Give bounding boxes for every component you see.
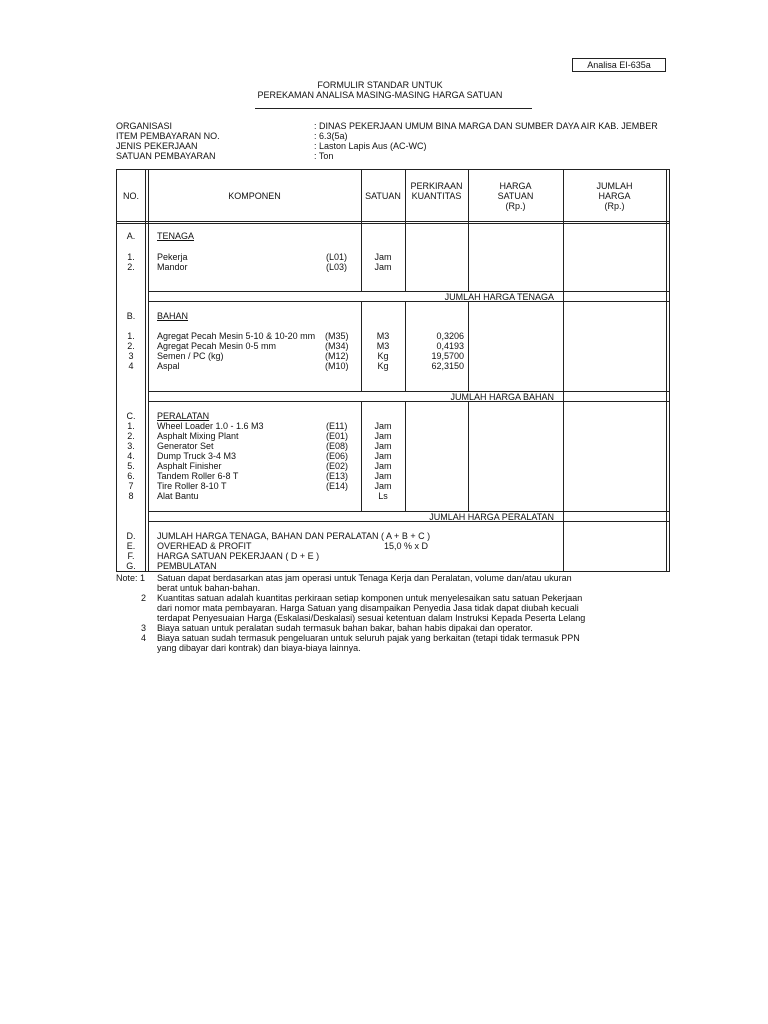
table-row-no: 3 bbox=[128, 351, 134, 361]
table-row-unit: Jam bbox=[374, 461, 392, 471]
form-title-line2: PEREKAMAN ANALISA MASING-MASING HARGA SATUAN bbox=[257, 90, 503, 100]
table-row-no: 1. bbox=[127, 252, 135, 262]
table-row-no: 5. bbox=[127, 461, 135, 471]
tenaga-total-label: JUMLAH HARGA TENAGA bbox=[444, 292, 554, 302]
header-harga-2: SATUAN bbox=[497, 191, 534, 201]
table-row-code: (M12) bbox=[325, 351, 349, 361]
table-row-unit: Jam bbox=[374, 441, 392, 451]
section-b-no: B. bbox=[126, 311, 136, 321]
header-bottom-border bbox=[116, 221, 670, 222]
col-komponen-right-a bbox=[361, 169, 362, 291]
section-a-no: A. bbox=[126, 231, 136, 241]
summary-e-no: E. bbox=[126, 541, 136, 551]
table-row-unit: Jam bbox=[374, 421, 392, 431]
table-row-unit: Kg bbox=[377, 351, 389, 361]
table-row-qty: 0,3206 bbox=[436, 331, 464, 341]
header-harga-1: HARGA bbox=[499, 181, 532, 191]
peralatan-total-label: JUMLAH HARGA PERALATAN bbox=[429, 512, 554, 522]
table-row-name: Asphalt Finisher bbox=[157, 461, 222, 471]
table-row-name: Semen / PC (kg) bbox=[157, 351, 224, 361]
info-value-organisasi: : DINAS PEKERJAAN UMUM BINA MARGA DAN SUMBER DAYA AIR KAB. JEMBER bbox=[314, 121, 658, 131]
table-row-unit: Jam bbox=[374, 262, 392, 272]
info-label-jenis: JENIS PEKERJAAN bbox=[116, 141, 198, 151]
notes-label: Note: 1 bbox=[116, 573, 146, 583]
header-jumlah-2: HARGA bbox=[598, 191, 631, 201]
info-value-jenis: : Laston Lapis Aus (AC-WC) bbox=[314, 141, 427, 151]
table-row-code: (L03) bbox=[326, 262, 348, 272]
table-row-code: (E06) bbox=[326, 451, 349, 461]
note-line: Biaya satuan sudah termasuk pengeluaran untuk seluruh pajak yang berkaitan (tetapi tidak termasuk PPN bbox=[157, 633, 580, 643]
table-row-unit: Jam bbox=[374, 431, 392, 441]
table-row-name: Aspal bbox=[157, 361, 180, 371]
summary-f-no: F. bbox=[127, 551, 135, 561]
summary-e-label: OVERHEAD & PROFIT bbox=[157, 541, 252, 551]
table-row-unit: Kg bbox=[377, 361, 389, 371]
section-b-title: BAHAN bbox=[157, 311, 189, 321]
table-row-qty: 0,4193 bbox=[436, 341, 464, 351]
table-row-no: 4. bbox=[127, 451, 135, 461]
table-row-name: Mandor bbox=[157, 262, 188, 272]
info-value-satuan: : Ton bbox=[314, 151, 334, 161]
table-row-no: 8 bbox=[128, 491, 134, 501]
table-row-no: 2. bbox=[127, 431, 135, 441]
col-perkiraan-right-b bbox=[468, 301, 469, 391]
section-c-title: PERALATAN bbox=[157, 411, 210, 421]
table-right-border bbox=[669, 169, 670, 572]
table-row-code: (M34) bbox=[325, 341, 349, 351]
note-line: dari nomor mata pembayaran. Harga Satuan yang disampaikan Penyedia Jasa tidak dapat diubah kecuali bbox=[157, 603, 579, 613]
header-harga-3: (Rp.) bbox=[505, 201, 526, 211]
table-row-no: 7 bbox=[128, 481, 134, 491]
title-underline bbox=[255, 108, 532, 109]
table-top-border bbox=[116, 169, 670, 170]
note-line: terdapat Penyesuaian Harga (Eskalasi/Deskalasi) sesuai ketentuan dalam Instruksi Kepada Peserta Lelang bbox=[157, 613, 586, 623]
table-row-name: Agregat Pecah Mesin 5-10 & 10-20 mm bbox=[157, 331, 315, 341]
table-row-name: Tandem Roller 6-8 T bbox=[157, 471, 239, 481]
analisa-code-box: Analisa EI-635a bbox=[572, 58, 666, 72]
header-perkiraan-1: PERKIRAAN bbox=[410, 181, 463, 191]
bahan-total-label: JUMLAH HARGA BAHAN bbox=[450, 392, 554, 402]
table-row-unit: Jam bbox=[374, 481, 392, 491]
table-row-no: 2. bbox=[127, 341, 135, 351]
table-row-name: Asphalt Mixing Plant bbox=[157, 431, 239, 441]
summary-g-label: PEMBULATAN bbox=[157, 561, 217, 571]
table-row-qty: 62,3150 bbox=[431, 361, 464, 371]
note-line: Kuantitas satuan adalah kuantitas perkiraan setiap komponen untuk menyelesaikan satu satuan Pekerjaan bbox=[157, 593, 583, 603]
col-satuan-right-c bbox=[405, 401, 406, 511]
info-value-item: : 6.3(5a) bbox=[314, 131, 348, 141]
table-row-unit: Jam bbox=[374, 471, 392, 481]
summary-f-label: HARGA SATUAN PEKERJAAN ( D + E ) bbox=[157, 551, 320, 561]
summary-d-label: JUMLAH HARGA TENAGA, BAHAN DAN PERALATAN ( A + B + C ) bbox=[157, 531, 431, 541]
table-row-code: (E11) bbox=[326, 421, 348, 431]
table-bottom-border bbox=[116, 571, 670, 572]
table-row-code: (L01) bbox=[326, 252, 348, 262]
table-right-border-double bbox=[666, 169, 667, 572]
table-row-no: 2. bbox=[127, 262, 135, 272]
table-row-name: Alat Bantu bbox=[157, 491, 199, 501]
section-c-no: C. bbox=[126, 411, 136, 421]
col-harga-right bbox=[563, 169, 564, 572]
table-row-unit: Jam bbox=[374, 252, 392, 262]
header-bottom-border-double bbox=[116, 223, 670, 224]
info-label-satuan: SATUAN PEMBAYARAN bbox=[116, 151, 216, 161]
table-row-name: Pekerja bbox=[157, 252, 188, 262]
section-a-title: TENAGA bbox=[157, 231, 195, 241]
table-row-code: (M10) bbox=[325, 361, 349, 371]
table-row-code: (M35) bbox=[325, 331, 349, 341]
table-row-no: 1. bbox=[127, 331, 135, 341]
summary-e-percent: 15,0 % x D bbox=[384, 541, 429, 551]
note-number: 3 bbox=[140, 623, 146, 633]
header-satuan: SATUAN bbox=[365, 191, 401, 201]
table-row-code: (E14) bbox=[326, 481, 349, 491]
header-no: NO. bbox=[122, 191, 139, 201]
note-line: Satuan dapat berdasarkan atas jam operasi untuk Tenaga Kerja dan Peralatan, volume dan/atau ukuran bbox=[157, 573, 572, 583]
note-line: berat untuk bahan-bahan. bbox=[157, 583, 261, 593]
table-row-unit: M3 bbox=[376, 331, 390, 341]
info-label-item: ITEM PEMBAYARAN NO. bbox=[116, 131, 220, 141]
table-row-name: Tire Roller 8-10 T bbox=[157, 481, 227, 491]
header-jumlah-1: JUMLAH bbox=[596, 181, 633, 191]
note-line: yang dibayar dari kontrak) dan biaya-biaya lainnya. bbox=[157, 643, 361, 653]
table-row-code: (E13) bbox=[326, 471, 349, 481]
note-number: 4 bbox=[140, 633, 146, 643]
table-row-code: (E01) bbox=[326, 431, 349, 441]
table-row-unit: Jam bbox=[374, 451, 392, 461]
note-line: Biaya satuan untuk peralatan sudah termasuk bahan bakar, bahan habis dipakai dan operator. bbox=[157, 623, 533, 633]
table-row-name: Agregat Pecah Mesin 0-5 mm bbox=[157, 341, 277, 351]
note-number: 2 bbox=[140, 593, 146, 603]
table-row-qty: 19,5700 bbox=[431, 351, 464, 361]
summary-d-no: D. bbox=[126, 531, 136, 541]
header-komponen: KOMPONEN bbox=[228, 191, 281, 201]
col-no-right-double bbox=[148, 169, 149, 572]
table-row-name: Generator Set bbox=[157, 441, 214, 451]
header-jumlah-3: (Rp.) bbox=[604, 201, 625, 211]
table-row-unit: Ls bbox=[378, 491, 388, 501]
table-row-unit: M3 bbox=[376, 341, 390, 351]
table-row-no: 1. bbox=[127, 421, 135, 431]
table-row-no: 6. bbox=[127, 471, 135, 481]
table-row-code: (E08) bbox=[326, 441, 349, 451]
header-perkiraan-2: KUANTITAS bbox=[411, 191, 462, 201]
table-row-no: 3. bbox=[127, 441, 135, 451]
table-row-no: 4 bbox=[128, 361, 134, 371]
form-title-line1: FORMULIR STANDAR UNTUK bbox=[317, 80, 443, 90]
col-perkiraan-right-c bbox=[468, 401, 469, 511]
table-row-code: (E02) bbox=[326, 461, 349, 471]
summary-g-no: G. bbox=[126, 561, 136, 571]
table-row-name: Dump Truck 3-4 M3 bbox=[157, 451, 237, 461]
info-label-organisasi: ORGANISASI bbox=[116, 121, 173, 131]
table-row-name: Wheel Loader 1.0 - 1.6 M3 bbox=[157, 421, 264, 431]
